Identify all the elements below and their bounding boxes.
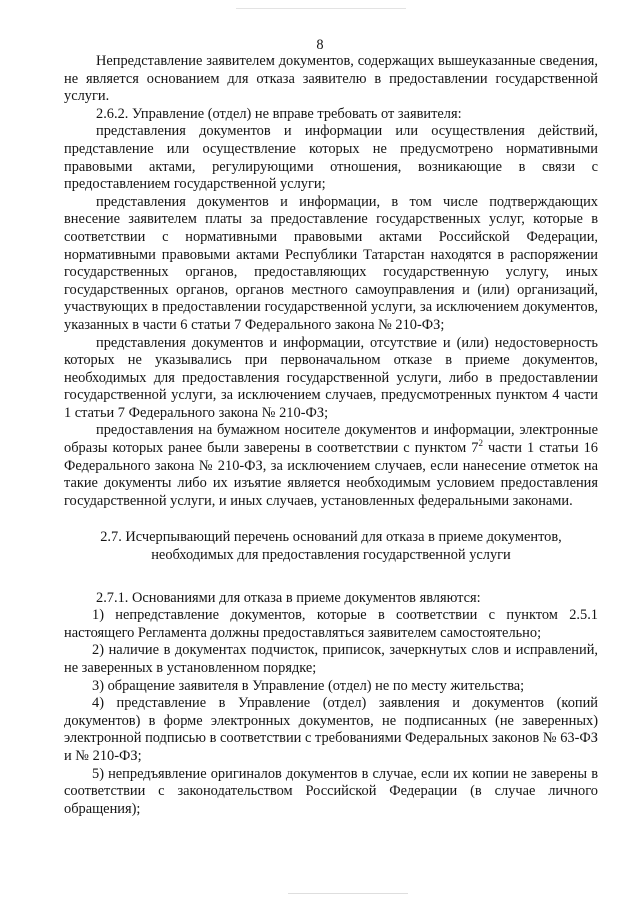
paragraph-text: предоставления на бумажном носителе документов и информации, электронные образы которых ранее были заверены в соответствии с пунктом 7 bbox=[64, 422, 598, 457]
document-body bbox=[64, 53, 598, 818]
paragraph: представления документов и информации, отсутствие и (или) недостоверность которых не указывались при первоначальном отказе в приеме документов, необходимых для предоставления государственной услуги, либо в предоставлении государственной услуги, за исключением случаев, предусмотренных пунктом 4 части 1 статьи 7 Федерального закона № 210-ФЗ; bbox=[64, 334, 598, 421]
heading-line: необходимых для предоставления государственной услуги bbox=[151, 547, 511, 564]
section-heading bbox=[64, 529, 598, 564]
list-intro: 2.7.1. Основаниями для отказа в приеме документов являются: bbox=[96, 589, 481, 606]
heading-line: 2.7. Исчерпывающий перечень оснований для отказа в приеме документов, bbox=[100, 529, 562, 546]
paragraph-text: части 1 статьи 16 Федерального закона № 210-ФЗ, за исключением случаев, если нанесение отметок на такие документы либо их изъятие является необходимым условием предоставления государственной услуги, и иных случаев, установленных федеральными законами. bbox=[64, 440, 598, 509]
list-item: 5) непредъявление оригиналов документов в случае, если их копии не заверены в соответствии с законодательством Российской Федерации (в случае личного обращения); bbox=[64, 765, 598, 817]
list-item: 3) обращение заявителя в Управление (отдел) не по месту жительства; bbox=[92, 677, 525, 694]
list-item: 2) наличие в документах подчисток, приписок, зачеркнутых слов и исправлений, не заверенных в установленном порядке; bbox=[64, 642, 598, 676]
page-number: 8 bbox=[316, 37, 324, 53]
paragraph: 2.6.2. Управление (отдел) не вправе требовать от заявителя: bbox=[96, 105, 462, 122]
paragraph: представления документов и информации или осуществления действий, представление или осуществление которых не предусмотрено нормативными правовыми актами, регулирующими отношения, возникающие в связи с предоставлением государственной услуги; bbox=[64, 123, 598, 193]
paragraph-with-superscript bbox=[64, 422, 598, 510]
superscript: 2 bbox=[478, 438, 483, 449]
list-item: 1) непредставление документов, которые в соответствии с пунктом 2.5.1 настоящего Регламента должны предоставляться заявителем самостоятельно; bbox=[64, 607, 598, 641]
paragraph: представления документов и информации, в том числе подтверждающих внесение заявителем платы за предоставление государственных услуг, которые в соответствии с нормативными правовыми актами Российской Федерации, нормативными правовыми актами Республики Татарстан находятся в распоряжении государственных органов, предоставляющих государственную услугу, иных государственных органов, органов местного самоуправления и (или) организаций, участвующих в предоставлении государственной услуги, за исключением документов, указанных в части 6 статьи 7 Федерального закона № 210-ФЗ; bbox=[64, 193, 598, 333]
scan-noise-bottom bbox=[288, 893, 408, 894]
list-item: 4) представление в Управление (отдел) заявления и документов (копий документов) в форме электронных документов, не подписанных (не заверенных) электронной подписью в соответствии с требованиями Федеральных законов № 63-ФЗ и № 210-ФЗ; bbox=[64, 695, 598, 764]
paragraph: Непредставление заявителем документов, содержащих вышеуказанные сведения, не является основанием для отказа заявителю в предоставлении государственной услуги. bbox=[64, 53, 598, 105]
scan-noise-top bbox=[236, 8, 406, 9]
